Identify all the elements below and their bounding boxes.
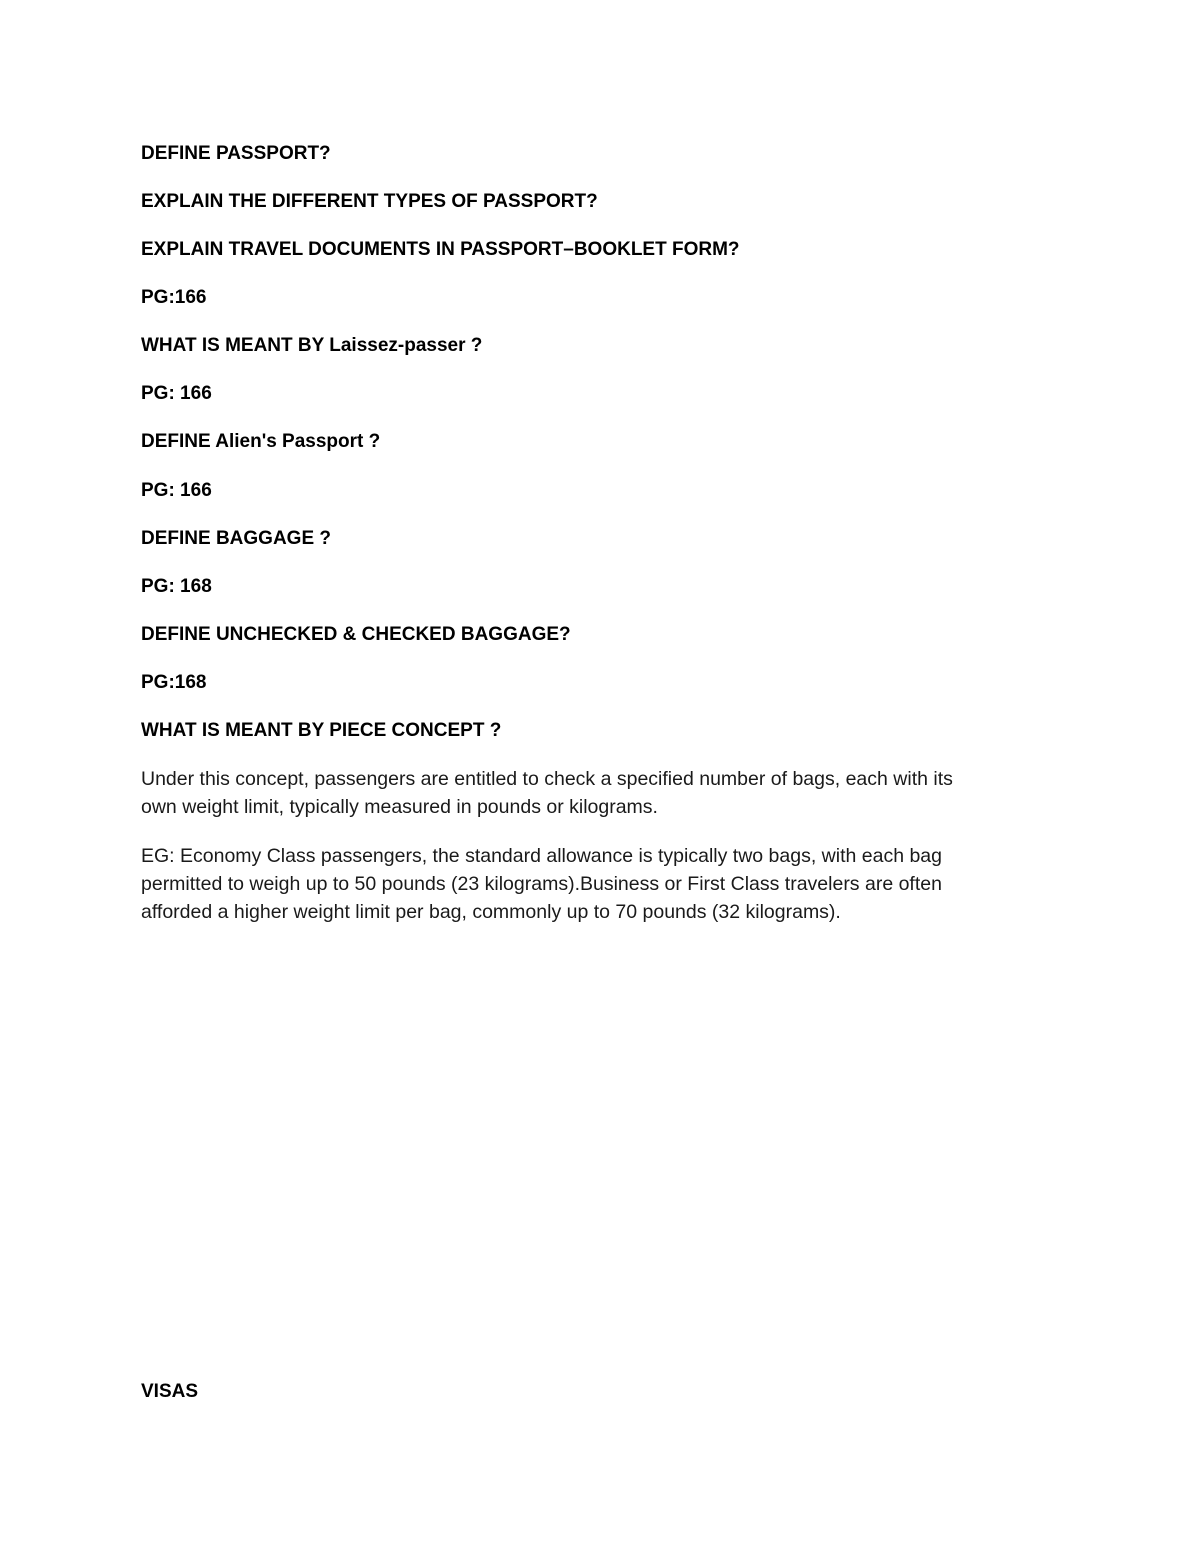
paragraph-line: permitted to weigh up to 50 pounds (23 kilograms).Business or First Class travelers are often [141,873,942,895]
page-reference: PG: 168 [141,576,212,597]
heading-define-baggage: DEFINE BAGGAGE ? [141,528,332,549]
heading-unchecked-checked-baggage: DEFINE UNCHECKED & CHECKED BAGGAGE? [141,624,571,645]
page-reference: PG: 166 [141,383,212,404]
heading-types-of-passport: EXPLAIN THE DIFFERENT TYPES OF PASSPORT? [141,191,598,212]
heading-aliens-passport: DEFINE Alien's Passport ? [141,431,381,452]
example-paragraph [141,842,1071,926]
heading-visas: VISAS [141,1381,199,1402]
heading-travel-documents: EXPLAIN TRAVEL DOCUMENTS IN PASSPORT–BOOKLET FORM? [141,239,740,260]
paragraph-line: own weight limit, typically measured in pounds or kilograms. [141,796,658,818]
paragraph-line: EG: Economy Class passengers, the standard allowance is typically two bags, with each bag [141,845,942,867]
piece-concept-paragraph [141,765,1071,821]
heading-laissez-passer: WHAT IS MEANT BY Laissez-passer ? [141,335,483,356]
heading-piece-concept: WHAT IS MEANT BY PIECE CONCEPT ? [141,720,502,741]
page-reference: PG:168 [141,672,207,693]
paragraph-line: afforded a higher weight limit per bag, commonly up to 70 pounds (32 kilograms). [141,901,841,923]
page-reference: PG: 166 [141,480,212,501]
heading-define-passport: DEFINE PASSPORT? [141,143,331,164]
paragraph-line: Under this concept, passengers are entitled to check a specified number of bags, each with its [141,768,953,790]
page-reference: PG:166 [141,287,207,308]
